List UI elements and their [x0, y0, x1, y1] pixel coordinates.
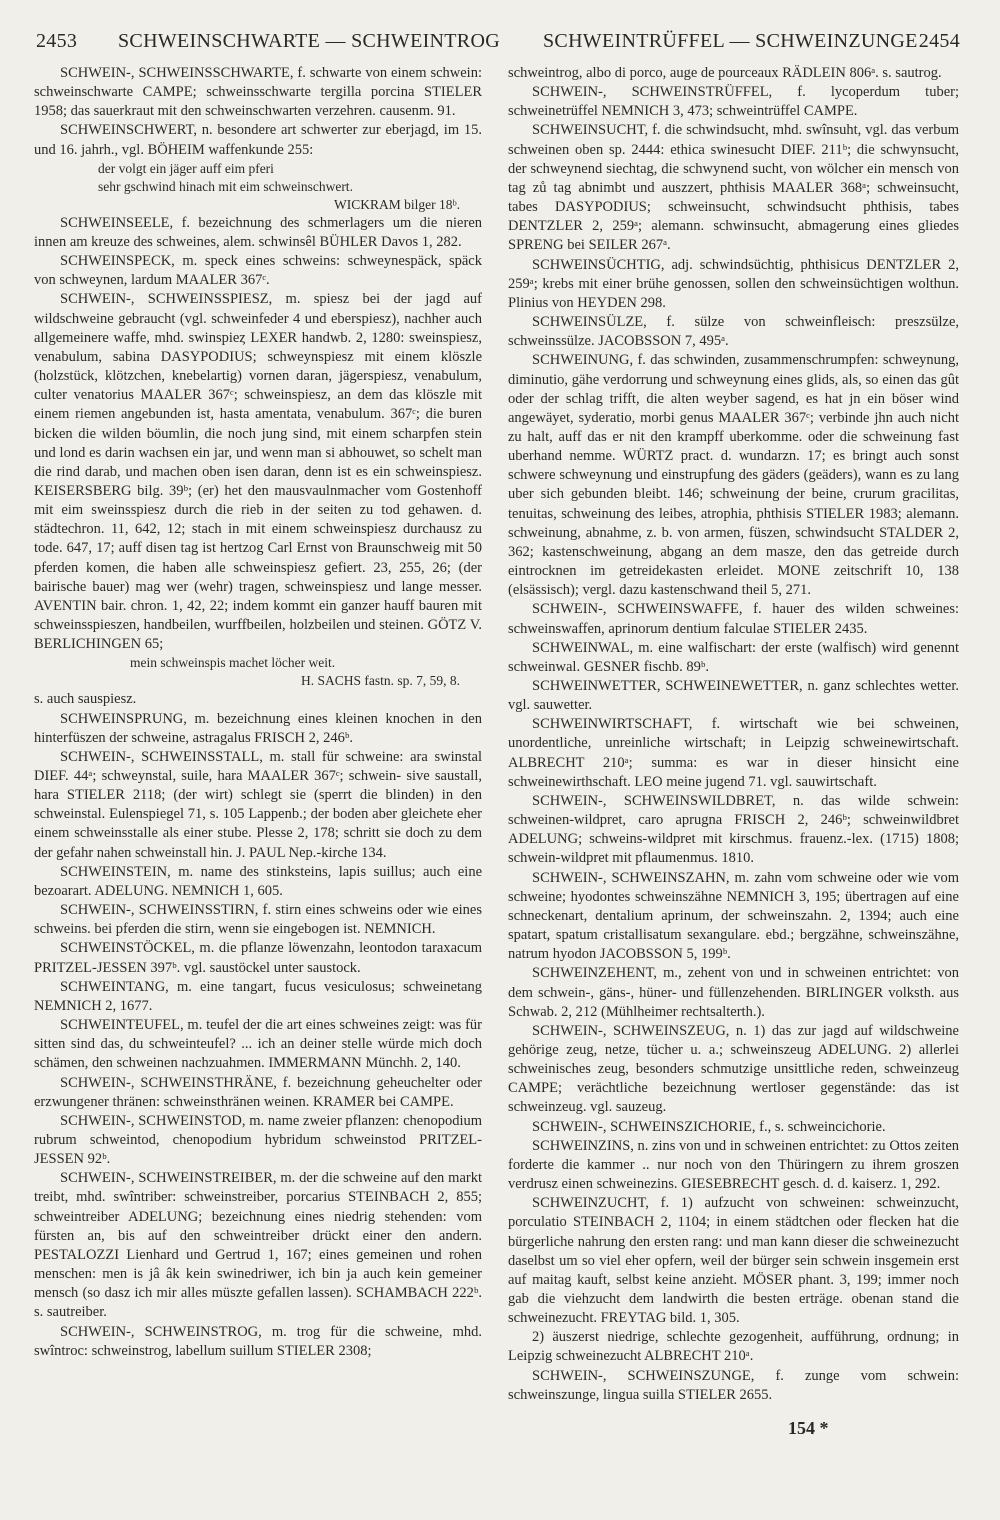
quote-source: WICKRAM bilger 18ᵇ. [333, 196, 460, 212]
cross-reference: s. auch sauspiesz. [34, 691, 137, 708]
entry: SCHWEIN-, SCHWEINSTHRÄNE, f. bezeichnung geheuchelter oder erzwungener thränen: schweinsthränen weinen. KRAMER bei CAMPE. [34, 1074, 482, 1110]
page-number-right: 2454 [918, 30, 960, 52]
running-title-right: SCHWEINTRÜFFEL — SCHWEINZUNGE [543, 30, 918, 52]
entry: SCHWEINSEELE, f. bezeichnung des schmerlagers um die nieren innen am kreuze des schweines, alem. schwinsêl BÜHLER Davos 1, 282. [34, 214, 482, 250]
entry-continuation: schweintrog, albo di porco, auge de pourceaux RÄDLEIN 806ᵃ. s. sautrog. [508, 65, 942, 81]
left-column [34, 64, 482, 1361]
entry: SCHWEIN-, SCHWEINSZAHN, m. zahn vom schweine oder wie vom schweine; hyodontes schweinszähne NEMNICH 3, 195; übertragen auf eine schneckenart, dentalium aprinum, der schweinszahn. 2, 1394; auch eine spatart, spatum cristallisatum sexangulare. ebd.; bergzähne, schweinszähne, natrum hyodon JACOBSSON 5, 199ᵇ. [508, 869, 959, 963]
entry: SCHWEIN-, SCHWEINSSTALL, m. stall für schweine: ara swinstal DIEF. 44ᵃ; schweynstal, suile, hara MAALER 367ᶜ; schwein- sive saustall, hara STIELER 2118; (der wirt) schlegt sie (sperrt die blinden) in den schweinstal. Eulenspiegel 71, s. 105 Lappenb.; der boden aber gleichete eher einem schweinsstalle als einer stube. Plesse 2, 178; schritt sie doch zu dem der gefahr nahen schweinstall hin. J. PAUL Nep.-kirche 134. [34, 748, 482, 861]
entry: SCHWEIN-, SCHWEINSZUNGE, f. zunge vom schwein: schweinszunge, lingua suilla STIELER 2655. [508, 1367, 959, 1403]
page-header [0, 30, 1000, 58]
entry: SCHWEINTANG, m. eine tangart, fucus vesiculosus; schweinetang NEMNICH 2, 1677. [34, 978, 482, 1014]
entry: SCHWEINWIRTSCHAFT, f. wirtschaft wie bei schweinen, unordentliche, unreinliche wirtschaft; in Leipzig schweinewirtschaft. ALBRECHT 210ᵃ; summa: es war in dieser hinsicht eine schweinewirthschaft. LEO meine jugend 71. vgl. sauwirtschaft. [508, 716, 959, 790]
entry: SCHWEIN-, SCHWEINSZICHORIE, f., s. schweincichorie. [532, 1118, 886, 1135]
entry: SCHWEIN-, SCHWEINSTRÜFFEL, f. lycoperdum tuber; schweinetrüffel NEMNICH 3, 473; schweintrüffel CAMPE. [508, 84, 959, 120]
entry: SCHWEINSCHWERT, n. besondere art schwerter zur eberjagd, im 15. und 16. jahrh., vgl. BÖHEIM waffenkunde 255: [34, 122, 482, 158]
entry: SCHWEIN-, SCHWEINSSTIRN, f. stirn eines schweins oder wie eines schweins. bei pferden die stirn, wenn sie eingebogen ist. NEMNICH. [34, 902, 482, 938]
running-title-left: SCHWEINSCHWARTE — SCHWEINTROG [118, 30, 500, 52]
entry: SCHWEIN-, SCHWEINSTREIBER, m. der die schweine auf den markt treibt, mhd. swîntriber: schweinstreiber, porcarius STEINBACH 2, 855; schweintreiber ADELUNG; bezeichnung eines niedrig stehenden: vom fürsten an, bis auf den schweintreiber drückt einer den andern. PESTALOZZI Lienhard und Gertrud 1, 167; eines gemeinen und rohen menschen: men is jâ âk kein swinedriwer, ich bin ja auch kein gemeiner mensch (so dasz ich mir alles müszte gefallen lassen). SCHAMBACH 222ᵇ. s. sautreiber. [34, 1170, 482, 1321]
entry: SCHWEIN-, SCHWEINSTOD, m. name zweier pflanzen: chenopodium rubrum schweintod, chenopodium hybridum schweinstod PRITZEL-JESSEN 92ᵇ. [34, 1112, 482, 1168]
verse-quote: mein schweinspis machet löcher weit. [130, 655, 336, 671]
entry: SCHWEINZUCHT, f. 1) aufzucht von schweinen: schweinzucht, porculatio STEINBACH 2, 1104; in einem städtchen oder flecken hat die bürgerliche nahrung den ersten rang: und man kann dieser die schweinezucht daselbst um so viel eher opfern, weil der bürger sein schwein insgemein erst auf maitag kauft, selbst keine anzieht. MÖSER phant. 3, 199; immer noch gab die viehzucht dem landwirth die besten erträge. obenan stand die schweinezucht. FREYTAG bild. 1, 305. [508, 1195, 959, 1327]
entry: SCHWEIN-, SCHWEINSZEUG, n. 1) das zur jagd auf wildschweine gehörige zeug, netze, tücher u. a.; schweinszeug ADELUNG. 2) allerlei schweinisches zeug, besonders schmutzige unsittliche reden, schweinzeug CAMPE; verächtliche bezeichnung wertloser gegenstände: das ist schweinzeug. vgl. sauzeug. [508, 1022, 959, 1116]
entry: SCHWEINWAL, m. eine walfischart: der erste (walfisch) wird genennt schweinwal. GESNER fischb. 89ᵇ. [508, 639, 959, 675]
entry: SCHWEIN-, SCHWEINSSPIESZ, m. spiesz bei der jagd auf wildschweine gebraucht (vgl. schweinfeder 4 und eberspiesz), nachher auch allgemeinere waffe, mhd. swinspieȥ LEXER handwb. 2, 1280: sweinspiesz, venabulum, sabina DASYPODIUS; schweynspiesz mit einem klöszle (holzstück, klötzchen, knebelartig) vornen daran, jägerspiesz, venabulum, culter venatorius MAALER 367ᶜ; schweinspiesz, an dem das klöszle mit einem riemen angebunden ist, hasta amentata, venabulum. 367ᶜ; die buren bicken die wilden böumlin, die noch jung sind, mit einem scharpfen stein und lond es darin wachsen ein jar, und wenn man si abhouwet, so schelt man die rind darab, und machen oben isen daran, denn ist es ein schweinspiesz. KEISERSBERG bilg. 39ᵇ; (er) het den mausvaulnmacher vom Gostenhoff mit eim sweinsspiesz durch die rieb in der seiten zu tod gehawen. d. städtechron. 11, 642, 12; stach in mit einem schweinspiesz durchausz zu tode. 647, 17; auff disen tag ist hertzog Carl Ernst von Braunschweig mit 50 pferden komen, die haben alle schweinspiesz gefiert. 23, 255, 26; (der bairische bauer) mag wer (wehr) tragen, schweinspiesz und lange messer. AVENTIN bair. chron. 1, 42, 22; indem kommt ein ganzer hauff bauren mit schweinsspieszen, handbeilen, wurffbeilen, holzbeilen und steinen. GÖTZ V. BERLICHINGEN 65; [34, 291, 482, 653]
verse-quote: der volgt ein jäger auff eim pferi [98, 160, 274, 176]
quote-source: H. SACHS fastn. sp. 7, 59, 8. [300, 673, 460, 689]
entry: SCHWEINSTEIN, m. name des stinksteins, lapis suillus; auch eine bezoarart. ADELUNG. NEMNICH 1, 605. [34, 863, 482, 899]
entry: SCHWEINSÜCHTIG, adj. schwindsüchtig, phthisicus DENTZLER 2, 259ᵃ; krebs mit einer brühe genossen, sollen den schweinsüchtigen wolthun. Plinius von HEYDEN 298. [508, 256, 959, 311]
entry: SCHWEINSPECK, m. speck eines schweins: schweynespäck, späck von schweynen, lardum MAALER 367ᶜ. [34, 253, 482, 289]
entry: SCHWEINUNG, f. das schwinden, zusammenschrumpfen: schweynung, diminutio, gähe verdorrung und schweynung eines glids, als, so einen das gût oder der schlag trifft, die alten weyber sagend, es hat jn ein böser wind angewäyet, syderatio, morbi genus MAALER 367ᶜ; verbinde jhn auch nicht zu halt, auff das er nit den krampff uberkomme. oder die schweinung fast uberhand nemme. WÜRTZ pract. d. wundarzn. 17; es bringt auch sonst schwere schweynung und einstrupfung des gäders (geäders), wann es zu lang uber sich gebunden bleibt. 146; schweinung der beine, crurum gracilitas, tenuitas, schweinung des leibes, atrophia, phthisis STIELER 1983; alemann. schweinung, abnahme, z. b. von armen, füszen, schwindsucht STALDER 2, 362; kastenschweinung, abgang an dem masze, den das getreide durch eintrocknen im getreidekasten erleidet. MONE zeitschrift 10, 138 (elsässisch); vergl. dazu kastenschwand theil 5, 271. [508, 352, 959, 599]
entry: SCHWEINSPRUNG, m. bezeichnung eines kleinen knochen in den hinterfüszen der schweine, astragalus FRISCH 2, 246ᵇ. [34, 710, 482, 746]
entry: SCHWEINWETTER, SCHWEINEWETTER, n. ganz schlechtes wetter. vgl. sauwetter. [508, 678, 959, 714]
entry: SCHWEINTEUFEL, m. teufel der die art eines schweines zeigt: was für sitten sind das, du schweinteufel? ... ich an deiner stelle würde mich doch schämen, den schweinen nachzuahmen. IMMERMANN Münchh. 2, 140. [34, 1017, 482, 1072]
verse-quote: sehr gschwind hinach mit eim schweinschwert. [98, 178, 353, 194]
entry: SCHWEIN-, SCHWEINSTROG, m. trog für die schweine, mhd. swîntroc: schweinstrog, labellum suillum STIELER 2308; [34, 1323, 482, 1359]
signature-mark: 154 * [788, 1418, 829, 1438]
entry: SCHWEIN-, SCHWEINSWILDBRET, n. das wilde schwein: schweinen-wildpret, caro aprugna FRISCH 2, 246ᵇ; schweinwildbret ADELUNG; schweins-wildpret mit kirschmus. frauenz.-lex. (1715) 1808; schwein-wildpret mit pflaumenmus. 1810. [508, 792, 959, 867]
entry: SCHWEINSÜLZE, f. sülze von schweinfleisch: preszsülze, schweinssülze. JACOBSSON 7, 495ᵃ. [508, 314, 959, 350]
right-column [508, 64, 959, 1405]
entry: SCHWEIN-, SCHWEINSSCHWARTE, f. schwarte von einem schwein: schweinschwarte CAMPE; schweinsschwarte tergilla porcina STIELER 1958; das sauerkraut mit den schweinschwarten verzehren. causenm. 91. [34, 65, 482, 120]
entry: SCHWEIN-, SCHWEINSWAFFE, f. hauer des wilden schweines: schweinswaffen, aprinorum dentium falculae STIELER 2435. [508, 601, 959, 637]
entry: SCHWEINZEHENT, m., zehent von und in schweinen entrichtet: von dem schwein-, gäns-, hüner- und füllenzehenden. BIRLINGER volksth. aus Schwab. 2, 212 (Mühlheimer rechtsalterth.). [508, 965, 959, 1020]
entry: SCHWEINSTÖCKEL, m. die pflanze löwenzahn, leontodon taraxacum PRITZEL-JESSEN 397ᵇ. vgl. saustöckel unter saustock. [34, 940, 482, 976]
page-number-left: 2453 [36, 30, 78, 52]
entry: SCHWEINSUCHT, f. die schwindsucht, mhd. swînsuht, vgl. das verbum schweinen oben sp. 2444: ethica swinesucht DIEF. 211ᵇ; die schwynsucht, der schweynend siechtag, die schwynend sucht, von wölcher ein mensch von tag zů tag abnimbt und auszzert, phthisis MAALER 368ᵃ; schweinsucht, tabes DASYPODIUS; schweinsucht, schwindsucht phthisis, tabes DENTZLER 2, 259ᵃ; alemann. schwinsucht, abmagerung eines gliedes SPRENG bei SEILER 267ᵃ. [508, 122, 959, 254]
entry: SCHWEINZINS, n. zins von und in schweinen entrichtet: zu Ottos zeiten forderte die kammer .. nur noch von den Thüringern zu ihrem groszen verdrusz einen schweinezins. GIESEBRECHT gesch. d. d. kaiserz. 1, 292. [508, 1137, 959, 1193]
entry-sense: 2) äuszerst niedrige, schlechte gezogenheit, aufführung, ordnung; in Leipzig schweinezucht ALBRECHT 210ᵃ. [508, 1329, 959, 1365]
